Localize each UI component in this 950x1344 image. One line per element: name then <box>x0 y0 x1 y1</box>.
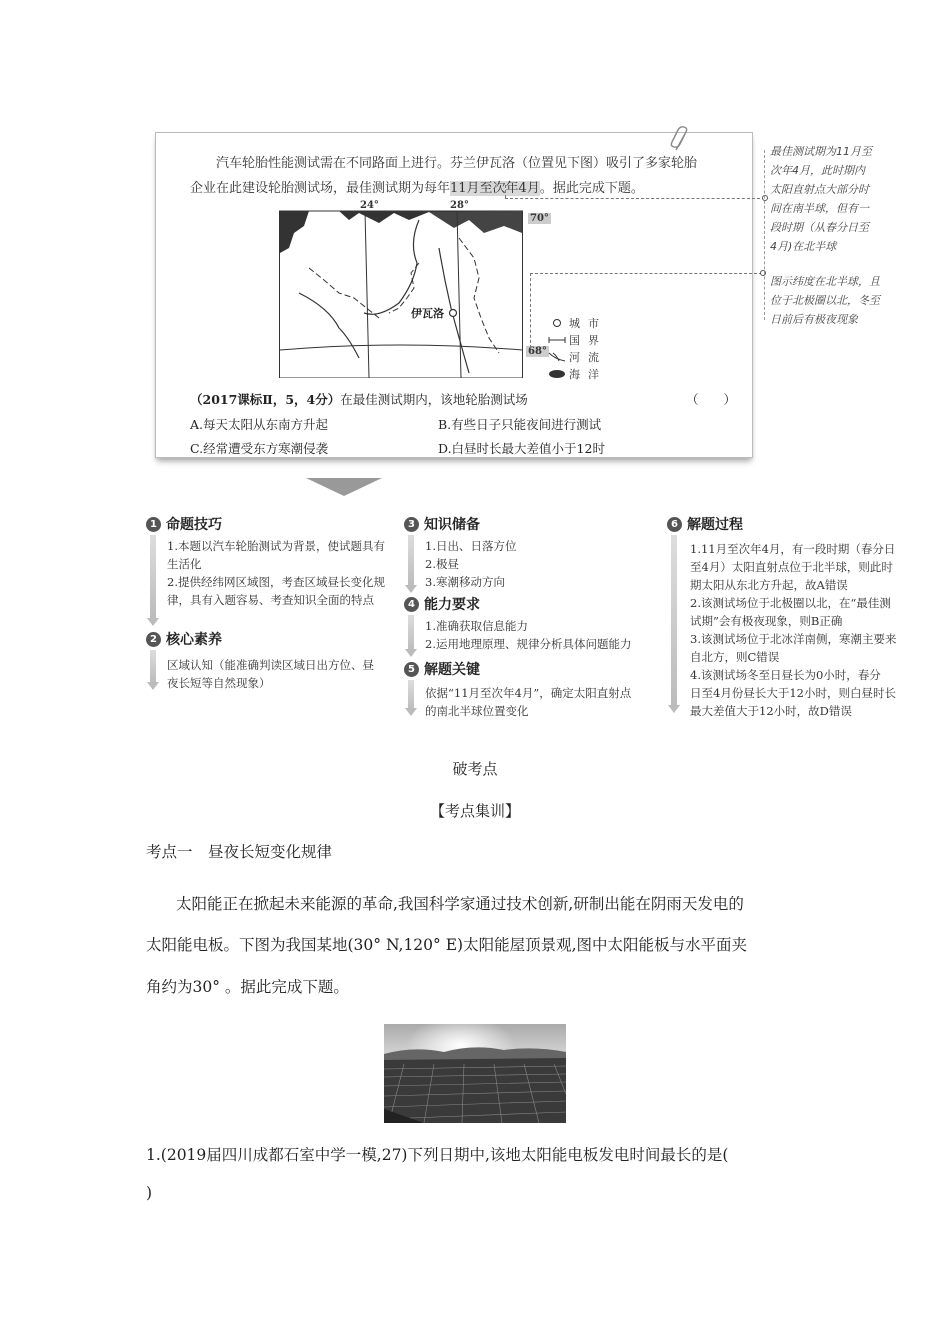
note1-line: 最佳测试期为11月至 <box>770 145 872 158</box>
question-1-line-2: ) <box>146 1184 153 1202</box>
section-2-line: 区域认知（能准确判读区域日出方位、昼 <box>167 658 374 672</box>
section-2-number: 2 <box>146 632 161 647</box>
option-a: A.每天太阳从东南方升起 <box>190 417 329 432</box>
legend-row-border <box>545 331 625 348</box>
lon-24-label: 24° <box>360 200 379 211</box>
iwalo-map <box>279 198 549 378</box>
section-4-header <box>404 594 480 614</box>
option-d: D.白昼时长最大差值小于12时 <box>438 441 605 456</box>
section-5-number: 5 <box>404 662 419 677</box>
note2-line: 位于北极圈以北，冬至 <box>770 294 880 307</box>
city-icon <box>545 318 569 328</box>
section-5-body <box>425 684 631 720</box>
section-3-line: 2.极昼 <box>425 557 459 571</box>
section-6-header <box>667 514 743 534</box>
section-4-number: 4 <box>404 597 419 612</box>
question-line <box>190 390 528 408</box>
lon-28-label: 28° <box>450 200 469 211</box>
paperclip-icon <box>670 126 692 152</box>
section-2-line: 夜长短等自然现象） <box>167 676 271 690</box>
ocean-icon <box>545 369 569 379</box>
question-source: （2017课标Ⅱ，5，4分） <box>190 392 341 407</box>
section-6-line: 1.11月至次年4月，有一段时期（春分日 <box>690 542 896 556</box>
arrow-line <box>408 615 414 651</box>
section-6-line: 至4月）太阳直射点位于北半球，则此时 <box>690 560 893 574</box>
section-2-body <box>167 656 374 692</box>
down-arrow-icon <box>147 618 159 626</box>
section-6-title: 解题过程 <box>687 517 743 533</box>
river-icon <box>545 351 569 363</box>
section-5-line: 的南北半球位置变化 <box>425 704 529 718</box>
section-3-line: 3.寒潮移动方向 <box>425 575 505 589</box>
city-ivalo-label: 伊瓦洛 <box>411 307 444 320</box>
down-arrow-icon <box>405 649 417 657</box>
note2-dot <box>760 270 766 276</box>
section-1-header <box>146 514 222 534</box>
note2-line: 图示纬度在北半球，且 <box>770 275 880 288</box>
legend-row-river <box>545 348 625 365</box>
legend-label-river: 河流 <box>569 350 607 364</box>
section-3-title: 知识储备 <box>424 517 480 533</box>
down-triangle-icon <box>306 478 382 496</box>
section-1-line: 2.提供经纬网区域图，考查区域昼长变化规 <box>167 575 385 589</box>
section-4-line: 2.运用地理原理、规律分析具体问题能力 <box>425 637 632 651</box>
section-1-line: 生活化 <box>167 557 202 571</box>
answer-paren: （ ） <box>686 392 737 407</box>
section-5-title: 解题关键 <box>424 662 480 678</box>
section-6-body <box>690 540 896 720</box>
question-1-line-1: 1.(2019届四川成都石室中学一模,27)下列日期中,该地太阳能电板发电时间最长的是( <box>146 1146 729 1164</box>
option-b: B.有些日子只能夜间进行测试 <box>438 417 602 432</box>
note2-connector-v <box>530 273 531 348</box>
section-4-line: 1.准确获取信息能力 <box>425 619 528 633</box>
arrow-line <box>150 650 156 684</box>
paragraph-line-1: 太阳能正在掀起未来能源的革命,我国科学家通过技术创新,研制出能在阴雨天发电的 <box>176 895 744 913</box>
arrow-line <box>408 535 414 587</box>
down-arrow-icon <box>405 708 417 716</box>
legend-row-city <box>545 314 625 331</box>
section-1-number: 1 <box>146 517 161 532</box>
notes-guide <box>764 150 765 320</box>
section-5-line: 依据“11月至次年4月”，确定太阳直射点 <box>425 686 632 700</box>
note2-line: 日前后有极夜现象 <box>770 313 858 326</box>
section-6-number: 6 <box>667 517 682 532</box>
arrow-line <box>671 535 677 707</box>
section-1-title: 命题技巧 <box>166 517 222 533</box>
section-1-line: 1.本题以汽车轮胎测试为背景，使试题具有 <box>167 539 385 553</box>
paragraph-line-3: 角约为30° 。据此完成下题。 <box>146 978 349 996</box>
legend-label-ocean: 海洋 <box>569 367 607 381</box>
intro-line-2-a: 企业在此建设轮胎测试场，最佳测试期为每年 <box>190 181 451 196</box>
down-arrow-icon <box>147 682 159 690</box>
note1-line: 太阳直射点大部分时 <box>770 183 869 196</box>
note1-line: 次年4月，此时期内 <box>770 164 865 177</box>
down-arrow-icon <box>668 705 680 713</box>
section-4-title: 能力要求 <box>424 597 480 613</box>
note1-connector-v <box>505 185 506 198</box>
handwritten-note-2 <box>770 272 880 329</box>
city-ivalo-marker <box>450 310 457 317</box>
option-c: C.经常遭受东方寒潮侵袭 <box>190 441 329 456</box>
section-3-header <box>404 514 480 534</box>
intro-line-2-b: 。据此完成下题。 <box>539 181 644 196</box>
handwritten-note-1 <box>770 142 872 256</box>
section-6-line: 试期”会有极夜现象，则B正确 <box>690 614 843 628</box>
note1-connector <box>505 198 765 199</box>
intro-highlight: 11月至次年4月 <box>450 181 540 196</box>
section-5-header <box>404 659 480 679</box>
section-6-line: 2.该测试场位于北极圈以北，在“最佳测 <box>690 596 891 610</box>
section-6-line: 3.该测试场位于北冰洋南侧，寒潮主要来 <box>690 632 897 646</box>
section-heading: 破考点 <box>452 760 498 778</box>
section-6-line: 4.该测试场冬至日昼长为0小时，春分 <box>690 668 881 682</box>
intro-line-2 <box>190 177 644 196</box>
note1-dot <box>762 195 768 201</box>
legend-label-border: 国界 <box>569 333 607 347</box>
down-arrow-icon <box>405 585 417 593</box>
section-6-line: 日至4月份昼长大于12小时，则白昼时长 <box>690 686 896 700</box>
section-1-body <box>167 537 385 609</box>
section-3-body <box>425 537 516 591</box>
border-icon <box>545 335 569 345</box>
question-text: 在最佳测试期内，该地轮胎测试场 <box>340 392 528 407</box>
section-1-line: 律，具有入题容易、考查知识全面的特点 <box>167 593 374 607</box>
legend-row-ocean <box>545 365 625 382</box>
arrow-line <box>408 680 414 710</box>
topic-title: 考点一 昼夜长短变化规律 <box>146 843 333 861</box>
section-4-body <box>425 617 631 653</box>
section-2-header <box>146 629 222 649</box>
intro-line-1: 汽车轮胎性能测试需在不同路面上进行。芬兰伊瓦洛（位置见下图）吸引了多家轮胎 <box>216 156 698 171</box>
section-subheading: 【考点集训】 <box>429 802 520 820</box>
note1-line: 段时期（从春分日至 <box>770 221 869 234</box>
lat-68-label: 68° <box>528 346 547 357</box>
arrow-line <box>150 535 156 620</box>
note1-line: 间在南半球，但有一 <box>770 202 869 215</box>
note2-connector <box>530 273 762 274</box>
paragraph-line-2: 太阳能电板。下图为我国某地(30° N,120° E)太阳能屋顶景观,图中太阳能板与水平面夹 <box>146 936 747 954</box>
section-6-line: 自北方，则C错误 <box>690 650 780 664</box>
solar-panel-photo <box>384 1024 566 1123</box>
legend-label-city: 城市 <box>569 316 607 330</box>
section-6-line: 最大差值大于12小时，故D错误 <box>690 704 852 718</box>
section-3-line: 1.日出、日落方位 <box>425 539 517 553</box>
section-3-number: 3 <box>404 517 419 532</box>
section-6-line: 期太阳从东北方升起，故A错误 <box>690 578 848 592</box>
map-legend <box>545 314 625 382</box>
section-2-title: 核心素养 <box>166 632 222 648</box>
note1-line: 4月)在北半球 <box>770 240 837 253</box>
lat-70-label: 70° <box>530 213 549 224</box>
